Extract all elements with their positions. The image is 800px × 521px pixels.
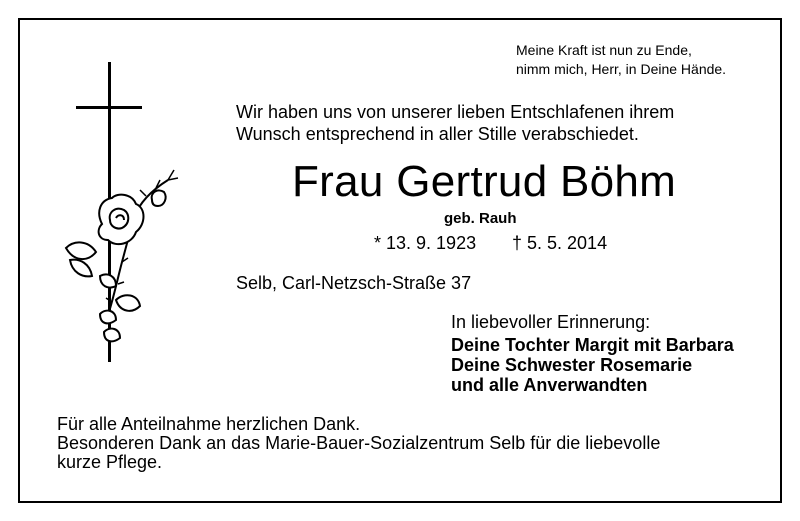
address: Selb, Carl-Netzsch-Straße 37 [236, 273, 472, 293]
bible-verse [516, 41, 726, 79]
thanks-line-1: Für alle Anteilnahme herzlichen Dank. [57, 414, 361, 434]
thanks-line-3: kurze Pflege. [57, 452, 163, 472]
death-date: † 5. 5. 2014 [512, 233, 608, 253]
deceased-name: Frau Gertrud Böhm [292, 157, 677, 206]
memory-label: In liebevoller Erinnerung: [451, 312, 651, 332]
maiden-name: geb. Rauh [444, 210, 517, 227]
mourner-item: Deine Tochter Margit mit Barbara [451, 335, 734, 355]
mourner-item: Deine Schwester Rosemarie [451, 355, 693, 375]
mourners-list [451, 335, 734, 395]
farewell-statement-line-1: Wir haben uns von unserer lieben Entschlafenen ihrem [236, 102, 675, 122]
bible-verse-line-1: Meine Kraft ist nun zu Ende, [516, 42, 692, 58]
bible-verse-line-2: nimm mich, Herr, in Deine Hände. [516, 61, 727, 77]
farewell-statement-line-2: Wunsch entsprechend in aller Stille verabschiedet. [236, 124, 639, 144]
mourner-item: und alle Anverwandten [451, 375, 648, 395]
thanks-section [57, 415, 660, 472]
cross-with-rose-svg [60, 62, 190, 372]
birth-date: * 13. 9. 1923 [374, 233, 477, 253]
farewell-statement [236, 101, 674, 145]
cross-with-rose-icon [60, 62, 190, 377]
thanks-line-2: Besonderen Dank an das Marie-Bauer-Sozialzentrum Selb für die liebevolle [57, 433, 661, 453]
